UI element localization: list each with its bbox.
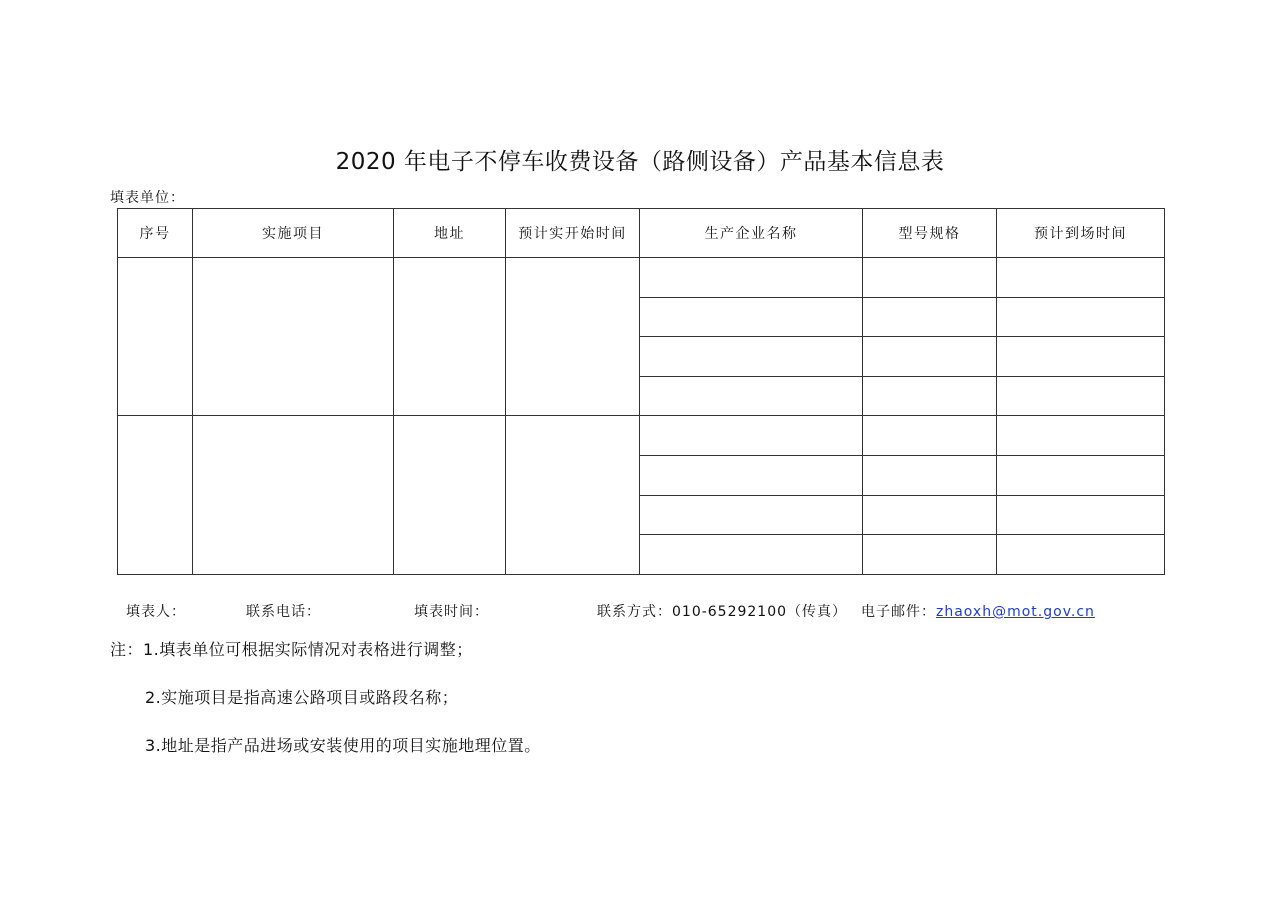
- note-item: 3.地址是指产品进场或安装使用的项目实施地理位置。: [145, 736, 541, 755]
- table-cell[interactable]: [997, 337, 1165, 377]
- table-cell[interactable]: [863, 535, 997, 575]
- table-cell[interactable]: [997, 376, 1165, 416]
- email-link[interactable]: zhaoxh@mot.gov.cn: [936, 604, 1095, 620]
- table-cell[interactable]: [640, 337, 863, 377]
- header-cell: 实施项目: [193, 209, 394, 258]
- table-cell[interactable]: [997, 258, 1165, 298]
- contact-info: 联系方式：010-65292100（传真）: [597, 604, 848, 620]
- header-cell: 序号: [118, 209, 193, 258]
- table-cell[interactable]: [863, 376, 997, 416]
- table-cell[interactable]: [506, 258, 640, 416]
- table-cell[interactable]: [394, 258, 506, 416]
- table-cell[interactable]: [118, 258, 193, 416]
- table-cell[interactable]: [863, 258, 997, 298]
- table-cell[interactable]: [640, 297, 863, 337]
- table-cell[interactable]: [863, 416, 997, 456]
- table-cell[interactable]: [863, 337, 997, 377]
- table-cell[interactable]: [394, 416, 506, 574]
- table-cell[interactable]: [640, 258, 863, 298]
- header-cell: 预计实开始时间: [506, 209, 640, 258]
- phone-label: 联系电话：: [246, 604, 321, 620]
- email-line: [861, 601, 1095, 621]
- table-header-row: [118, 209, 1165, 258]
- note-item: 2.实施项目是指高速公路项目或路段名称；: [145, 688, 459, 707]
- header-cell: 生产企业名称: [640, 209, 863, 258]
- table-row: [118, 416, 1165, 456]
- table-cell[interactable]: [640, 535, 863, 575]
- table-cell[interactable]: [506, 416, 640, 574]
- header-cell: 预计到场时间: [997, 209, 1165, 258]
- table-cell[interactable]: [640, 376, 863, 416]
- date-label: 填表时间：: [414, 604, 489, 620]
- email-label: 电子邮件：: [861, 604, 936, 620]
- table-cell[interactable]: [863, 495, 997, 535]
- header-cell: 地址: [394, 209, 506, 258]
- filler-unit-label: 填表单位：: [110, 190, 185, 206]
- table-cell[interactable]: [193, 258, 394, 416]
- table-cell[interactable]: [997, 495, 1165, 535]
- table-cell[interactable]: [640, 455, 863, 495]
- table-cell[interactable]: [863, 297, 997, 337]
- note-item: 注：1.填表单位可根据实际情况对表格进行调整；: [110, 640, 473, 659]
- header-cell: 型号规格: [863, 209, 997, 258]
- table-cell[interactable]: [640, 495, 863, 535]
- table-cell[interactable]: [997, 416, 1165, 456]
- table-cell[interactable]: [997, 535, 1165, 575]
- table-cell[interactable]: [863, 455, 997, 495]
- table-cell[interactable]: [997, 455, 1165, 495]
- table-cell[interactable]: [193, 416, 394, 574]
- table-cell[interactable]: [640, 416, 863, 456]
- table-cell[interactable]: [118, 416, 193, 574]
- info-table: [117, 208, 1165, 575]
- table-cell[interactable]: [997, 297, 1165, 337]
- table-row: [118, 258, 1165, 298]
- page-title: 2020 年电子不停车收费设备（路侧设备）产品基本信息表: [335, 149, 945, 175]
- filler-label: 填表人：: [126, 604, 186, 620]
